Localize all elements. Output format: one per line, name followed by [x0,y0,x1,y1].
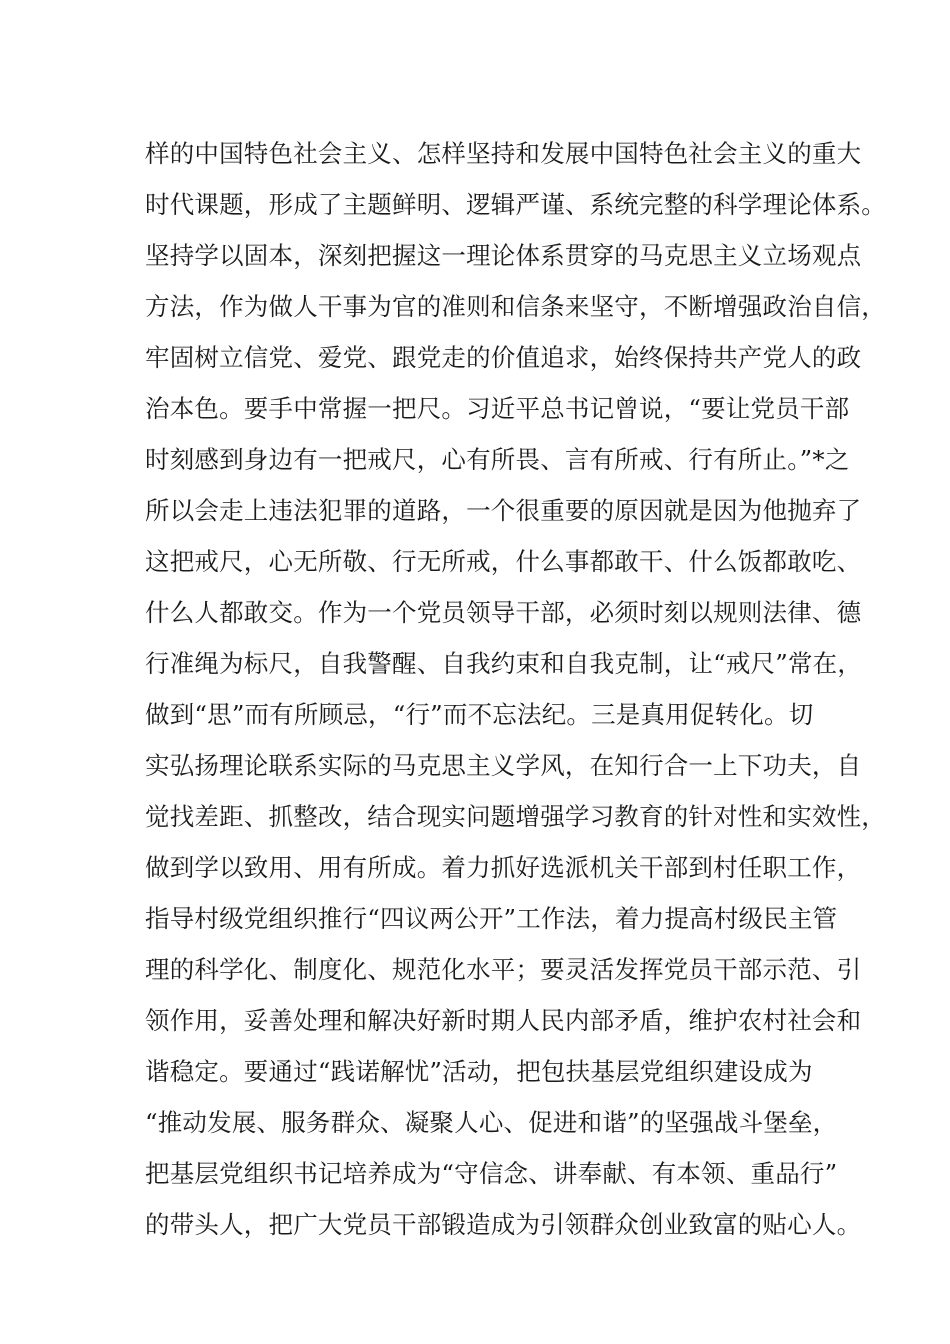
text-line: 什么人都敢交。作为一个党员领导干部，必须时刻以规则法律、德 [145,598,862,627]
text-line: 实弘扬理论联系实际的马克思主义学风，在知行合一上下功夫，自 [145,751,862,780]
text-line: 治本色。要手中常握一把尺。习近平总书记曾说，“要让党员干部 [145,394,850,423]
text-line: 指导村级党组织推行“四议两公开”工作法，着力提高村级民主管 [145,904,838,933]
text-line: 领作用，妥善处理和解决好新时期人民内部矛盾，维护农村社会和 [145,1006,862,1035]
text-line: 做到“思”而有所顾忌，“行”而不忘法纪。三是真用促转化。切 [145,700,814,729]
text-line: “推动发展、服务群众、凝聚人心、促进和谐”的坚强战斗堡垒， [145,1108,838,1137]
text-line: 时刻感到身边有一把戒尺，心有所畏、言有所戒、行有所止。”*之 [145,445,850,474]
text-line: 方法，作为做人干事为官的准则和信条来坚守，不断增强政治自信， [145,292,886,321]
text-line: 这把戒尺，心无所敬、行无所戒，什么事都敢干、什么饭都敢吃、 [145,547,862,576]
text-line: 行准绳为标尺，自我警醒、自我约束和自我克制，让“戒尺”常在， [145,649,863,678]
text-line: 坚持学以固本，深刻把握这一理论体系贯穿的马克思主义立场观点 [145,241,862,270]
text-line: 时代课题，形成了主题鲜明、逻辑严谨、系统完整的科学理论体系。 [145,190,886,219]
text-line: 的带头人，把广大党员干部锻造成为引领群众创业致富的贴心人。 [145,1210,862,1239]
text-line: 把基层党组织书记培养成为“守信念、讲奉献、有本领、重品行” [145,1159,838,1188]
text-line: 做到学以致用、用有所成。着力抓好选派机关干部到村任职工作， [145,853,862,882]
text-line: 样的中国特色社会主义、怎样坚持和发展中国特色社会主义的重大 [145,139,862,168]
text-line: 所以会走上违法犯罪的道路，一个很重要的原因就是因为他抛弃了 [145,496,862,525]
text-line: 牢固树立信党、爱党、跟党走的价值追求，始终保持共产党人的政 [145,343,862,372]
text-line: 谐稳定。要通过“践诺解忧”活动，把包扶基层党组织建设成为 [145,1057,813,1086]
text-line: 理的科学化、制度化、规范化水平；要灵活发挥党员干部示范、引 [145,955,862,984]
text-line: 觉找差距、抓整改，结合现实问题增强学习教育的针对性和实效性， [145,802,886,831]
